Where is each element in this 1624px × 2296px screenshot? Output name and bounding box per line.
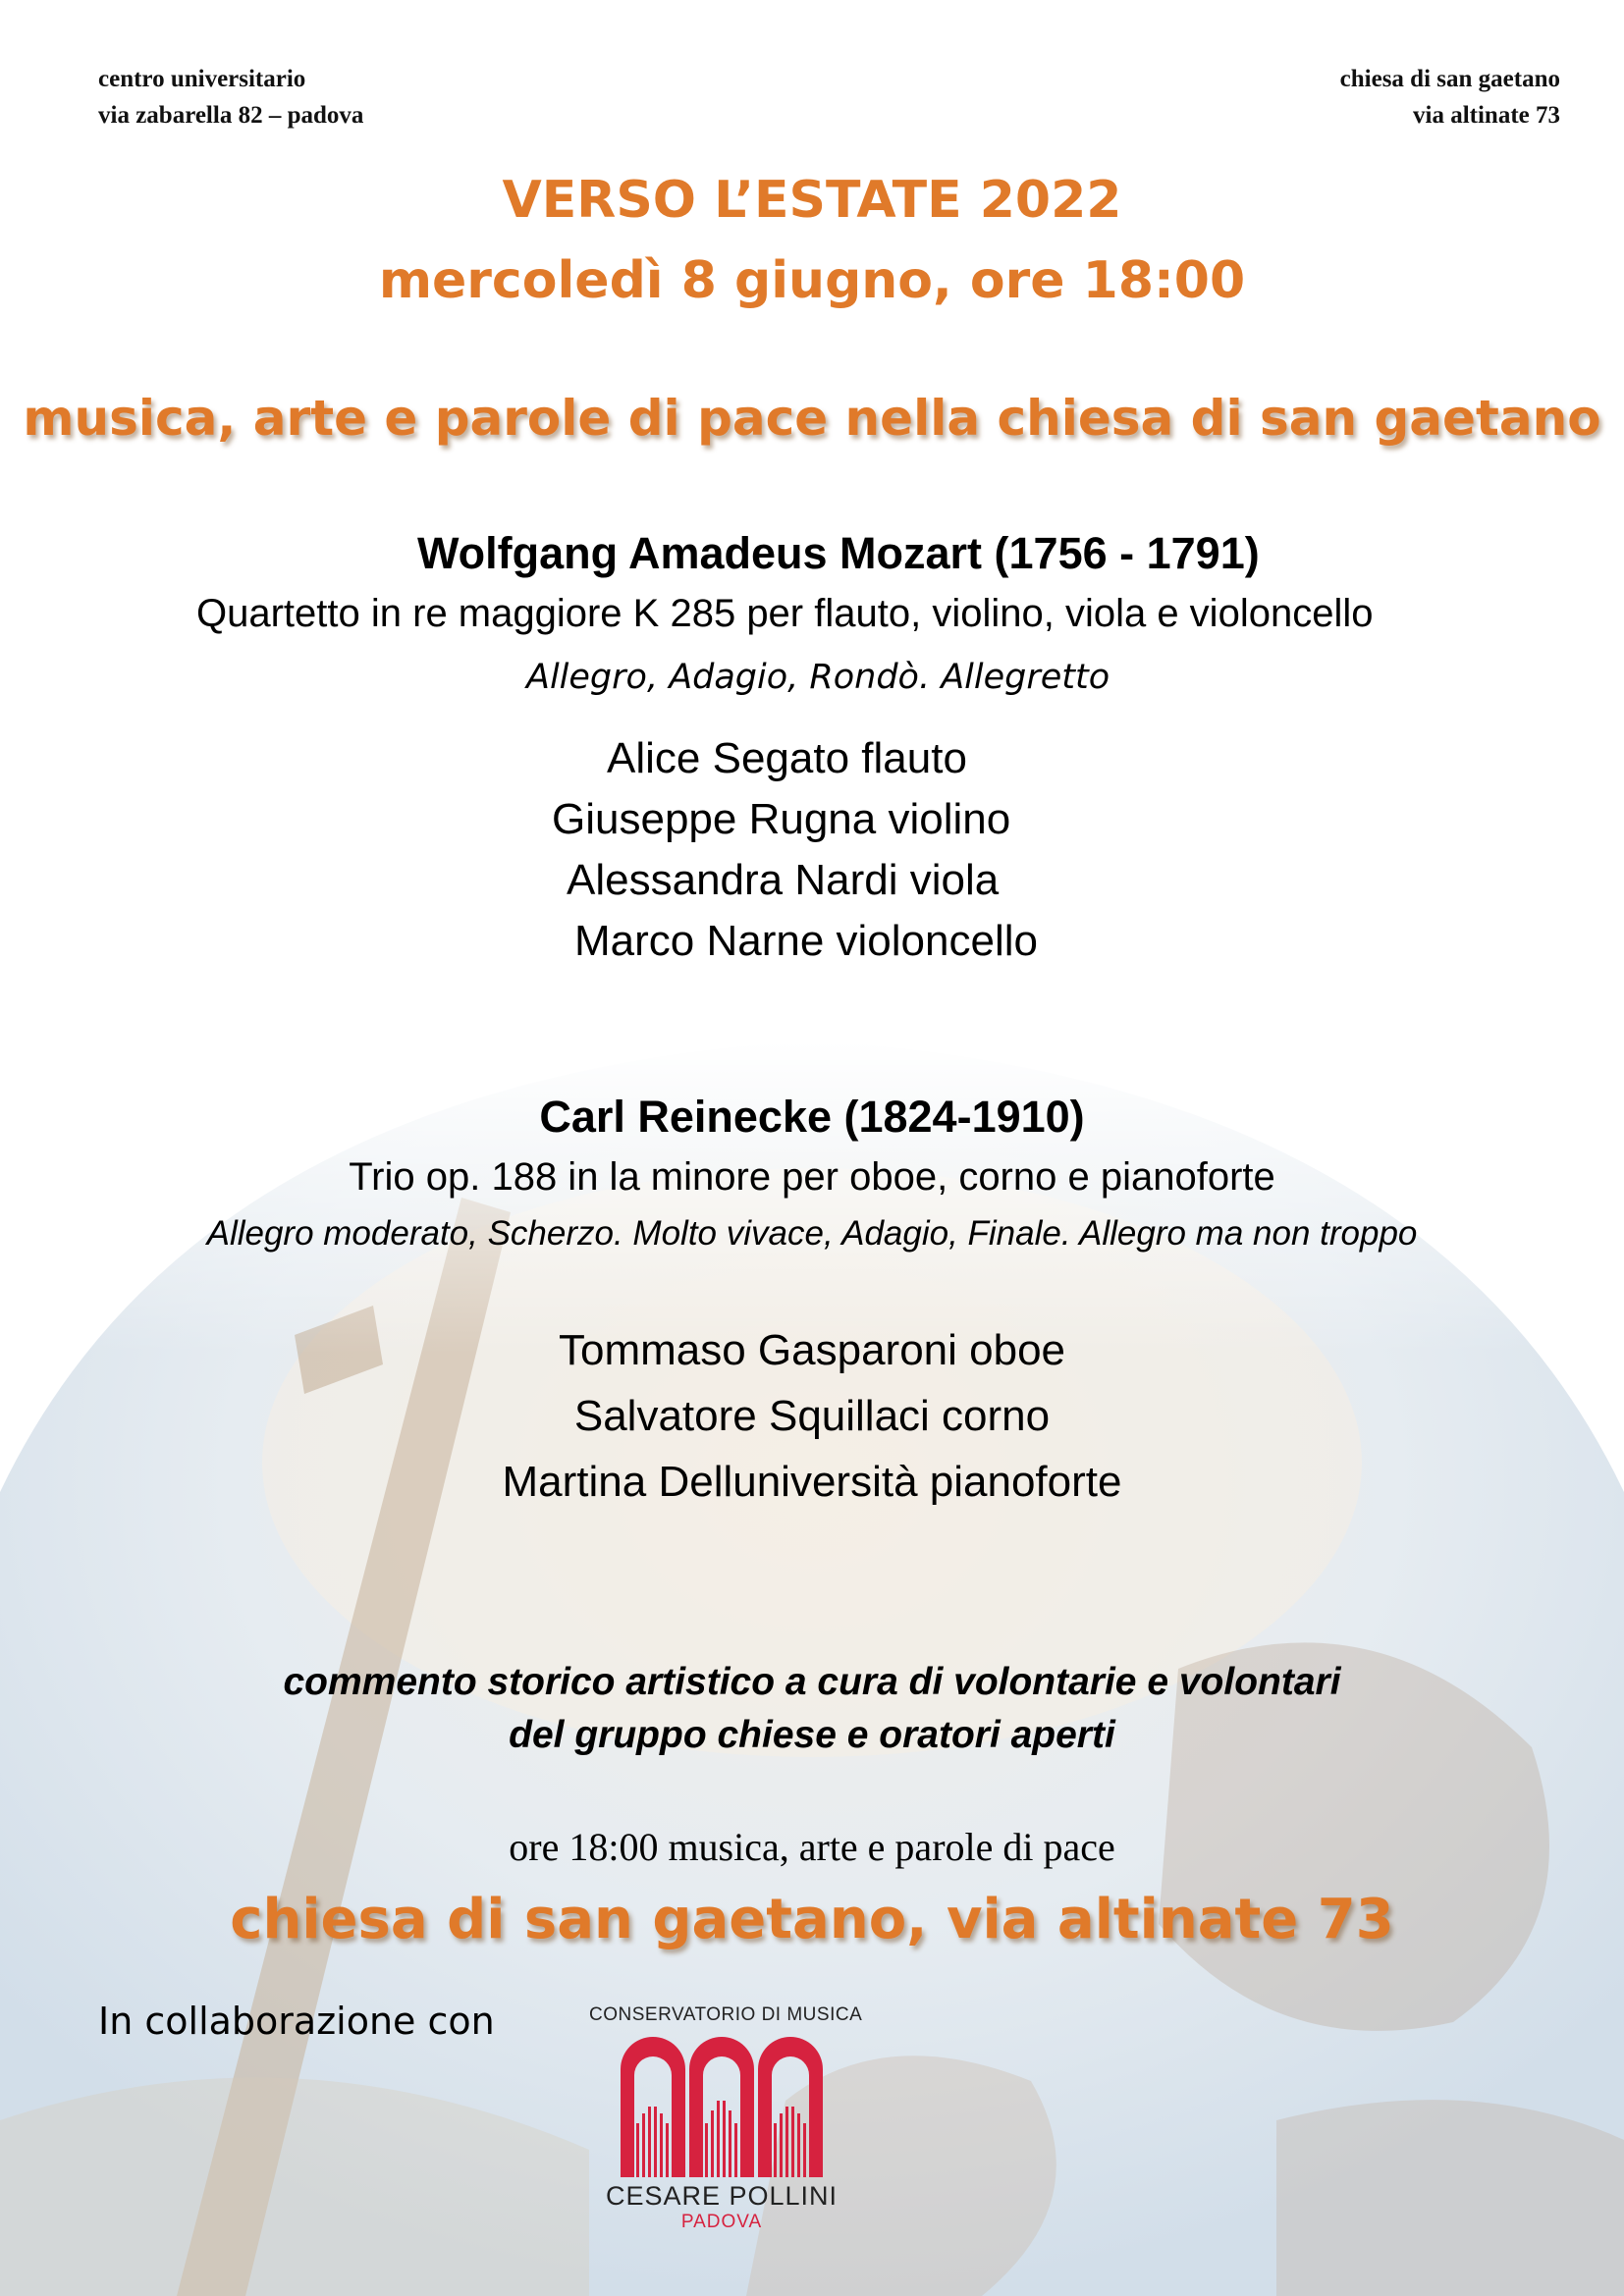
composer-mozart: Wolfgang Amadeus Mozart (1756 - 1791) (417, 528, 1260, 578)
commentary-line2: del gruppo chiese e oratori aperti (509, 1714, 1115, 1756)
collaboration-text: In collaborazione con (98, 2000, 495, 2043)
logo-arches-icon (619, 2030, 825, 2177)
work-mozart: Quartetto in re maggiore K 285 per flauto, violino, viola e violoncello (196, 592, 1374, 635)
performer-cello: Marco Narne violoncello (574, 917, 1038, 965)
performer-flute: Alice Segato flauto (607, 734, 967, 782)
header-right (1340, 61, 1560, 133)
performer-oboe: Tommaso Gasparoni oboe (558, 1326, 1066, 1374)
movements-reinecke: Allegro moderato, Scherzo. Molto vivace, Adagio, Finale. Allegro ma non troppo (206, 1214, 1418, 1253)
conservatorio-logo (589, 2002, 863, 2238)
movements-mozart: Allegro, Adagio, Rondò. Allegretto (526, 658, 1110, 697)
header-right-line1: chiesa di san gaetano (1339, 66, 1560, 92)
performer-horn: Salvatore Squillaci corno (573, 1392, 1051, 1440)
event-title: VERSO L’ESTATE 2022 (502, 171, 1122, 230)
header-left-line2: via zabarella 82 – padova (98, 102, 364, 129)
logo-city: PADOVA (680, 2212, 763, 2232)
time-line: ore 18:00 musica, arte e parole di pace (509, 1825, 1115, 1869)
header-left (98, 61, 363, 133)
header-left-line1: centro universitario (98, 66, 306, 92)
performer-viola: Alessandra Nardi viola (567, 856, 1000, 904)
work-reinecke: Trio op. 188 in la minore per oboe, corno e pianoforte (349, 1155, 1275, 1199)
logo-top-text: CONSERVATORIO DI MUSICA (589, 2004, 863, 2025)
performer-piano: Martina Delluniversità pianoforte (502, 1458, 1122, 1506)
logo-name: CESARE POLLINI (605, 2181, 839, 2211)
header-right-line2: via altinate 73 (1413, 102, 1560, 129)
venue: chiesa di san gaetano, via altinate 73 (230, 1888, 1394, 1951)
commentary-line1: commento storico artistico a cura di volontarie e volontari (283, 1661, 1341, 1703)
event-subtitle: musica, arte e parole di pace nella chiesa di san gaetano (23, 390, 1601, 447)
performer-violin: Giuseppe Rugna violino (552, 795, 1011, 843)
composer-reinecke: Carl Reinecke (1824-1910) (539, 1092, 1085, 1142)
event-date: mercoledì 8 giugno, ore 18:00 (378, 251, 1246, 310)
